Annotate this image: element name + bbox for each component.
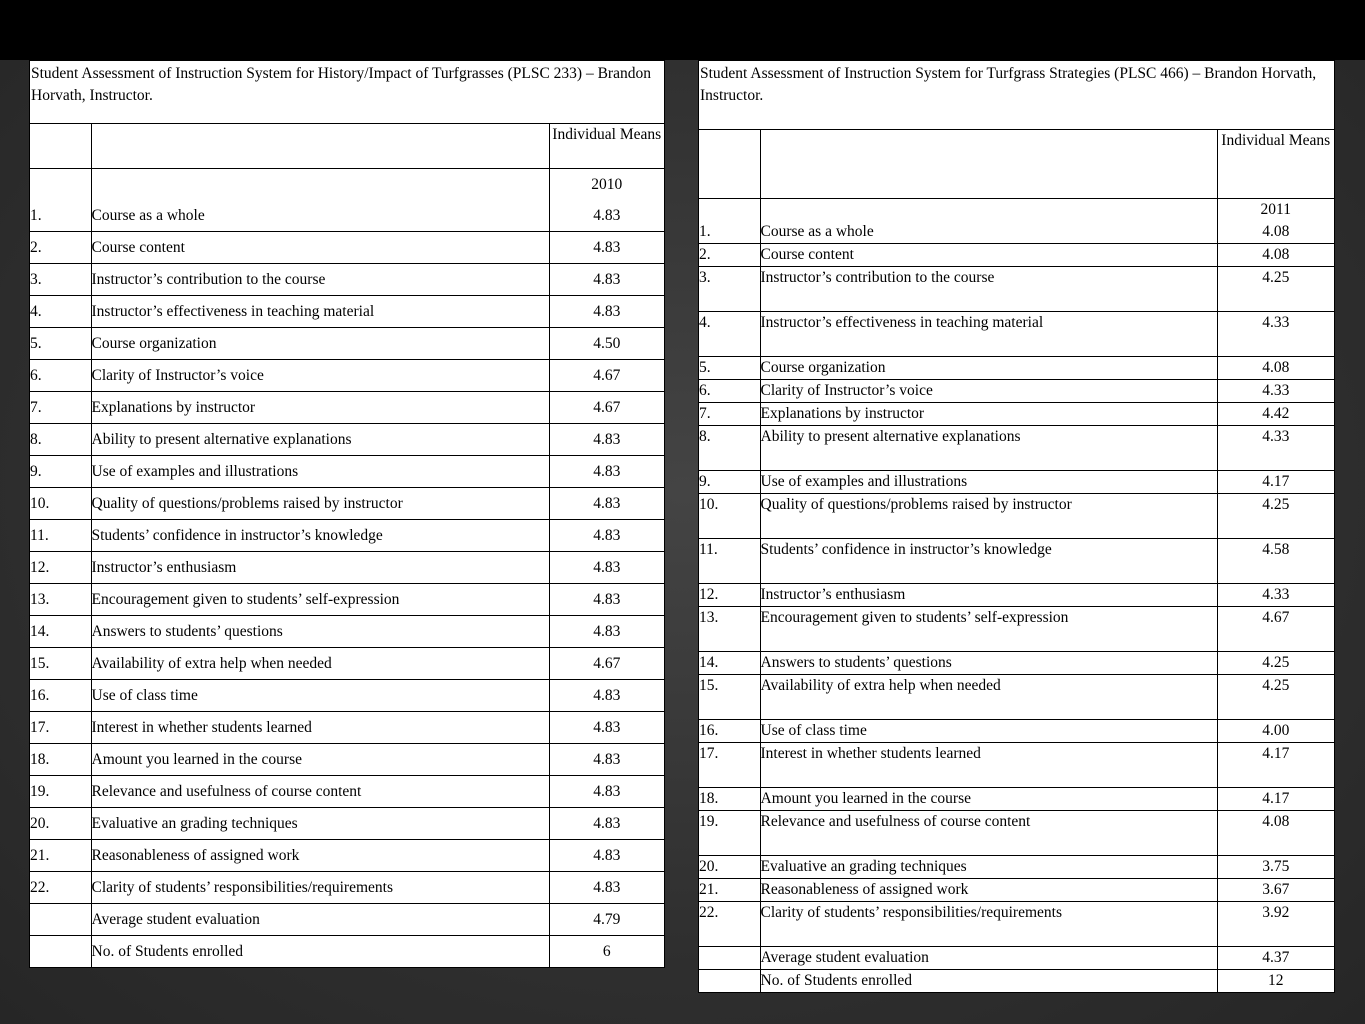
row-number: 7. bbox=[699, 403, 760, 426]
row-label: No. of Students enrolled bbox=[91, 936, 549, 968]
row-label: Students’ confidence in instructor’s knowledge bbox=[760, 539, 1217, 584]
row-number: 18. bbox=[699, 788, 760, 811]
row-label: Evaluative an grading techniques bbox=[91, 808, 549, 840]
row-number: 12. bbox=[699, 584, 760, 607]
row-label: Explanations by instructor bbox=[91, 392, 549, 424]
row-value: 4.25 bbox=[1217, 494, 1334, 539]
table-row bbox=[30, 488, 664, 520]
row-label: Relevance and usefulness of course content bbox=[91, 776, 549, 808]
row-number: 2. bbox=[699, 244, 760, 267]
row-number: 16. bbox=[30, 680, 91, 712]
assessment-table-plsc-233 bbox=[29, 60, 665, 968]
row-value: 4.08 bbox=[1217, 811, 1334, 856]
row-label: Use of class time bbox=[91, 680, 549, 712]
row-number: 9. bbox=[30, 456, 91, 488]
row-number: 4. bbox=[30, 296, 91, 328]
row-label: Interest in whether students learned bbox=[91, 712, 549, 744]
row-number: 14. bbox=[30, 616, 91, 648]
row-label: Instructor’s contribution to the course bbox=[760, 267, 1217, 312]
row-label: Instructor’s effectiveness in teaching material bbox=[91, 296, 549, 328]
column-header-individual-means: Individual Means bbox=[549, 124, 664, 169]
row-number: 14. bbox=[699, 652, 760, 675]
row-value: 4.83 bbox=[549, 552, 664, 584]
empty-cell bbox=[699, 199, 760, 222]
table-row bbox=[30, 936, 664, 968]
table-row bbox=[699, 947, 1334, 970]
row-value: 4.33 bbox=[1217, 312, 1334, 357]
table-row bbox=[699, 426, 1334, 471]
row-number: 21. bbox=[699, 879, 760, 902]
table-row bbox=[30, 200, 664, 232]
row-value: 4.83 bbox=[549, 424, 664, 456]
row-value: 4.83 bbox=[549, 584, 664, 616]
row-value: 4.83 bbox=[549, 296, 664, 328]
row-label: Clarity of students’ responsibilities/requirements bbox=[760, 902, 1217, 947]
table-row bbox=[699, 312, 1334, 357]
table-row bbox=[699, 856, 1334, 879]
row-number: 4. bbox=[699, 312, 760, 357]
row-label: Encouragement given to students’ self-expression bbox=[760, 607, 1217, 652]
row-value: 4.83 bbox=[549, 744, 664, 776]
table-row bbox=[699, 607, 1334, 652]
row-number: 7. bbox=[30, 392, 91, 424]
row-value: 4.83 bbox=[549, 232, 664, 264]
row-label: Course as a whole bbox=[760, 221, 1217, 244]
row-number: 3. bbox=[30, 264, 91, 296]
row-label: Reasonableness of assigned work bbox=[760, 879, 1217, 902]
row-value: 4.83 bbox=[549, 200, 664, 232]
empty-cell bbox=[760, 130, 1217, 199]
table-row bbox=[699, 902, 1334, 947]
row-number bbox=[30, 904, 91, 936]
assessment-table-plsc-466 bbox=[698, 60, 1335, 993]
table-row bbox=[699, 403, 1334, 426]
year-row bbox=[30, 169, 664, 201]
row-label: Ability to present alternative explanations bbox=[760, 426, 1217, 471]
ratings-table bbox=[699, 130, 1334, 992]
row-label: Course organization bbox=[91, 328, 549, 360]
row-number: 8. bbox=[30, 424, 91, 456]
table-row bbox=[30, 424, 664, 456]
row-value: 3.67 bbox=[1217, 879, 1334, 902]
row-number: 13. bbox=[699, 607, 760, 652]
table-row bbox=[699, 675, 1334, 720]
table-row bbox=[30, 296, 664, 328]
row-label: Ability to present alternative explanations bbox=[91, 424, 549, 456]
empty-cell bbox=[760, 199, 1217, 222]
row-value: 4.08 bbox=[1217, 244, 1334, 267]
row-value: 4.17 bbox=[1217, 471, 1334, 494]
empty-cell bbox=[91, 124, 549, 169]
table-title: Student Assessment of Instruction System for Turfgrass Strategies (PLSC 466) – Brandon Horvath, Instructor. bbox=[699, 61, 1334, 130]
table-row bbox=[30, 744, 664, 776]
ratings-table bbox=[30, 124, 664, 967]
table-row bbox=[699, 244, 1334, 267]
row-number: 17. bbox=[30, 712, 91, 744]
table-row bbox=[699, 539, 1334, 584]
row-value: 4.83 bbox=[549, 264, 664, 296]
table-row bbox=[30, 680, 664, 712]
empty-cell bbox=[91, 169, 549, 201]
row-value: 4.83 bbox=[549, 840, 664, 872]
row-label: Explanations by instructor bbox=[760, 403, 1217, 426]
table-row bbox=[699, 221, 1334, 244]
row-value: 4.33 bbox=[1217, 426, 1334, 471]
row-number: 8. bbox=[699, 426, 760, 471]
row-value: 6 bbox=[549, 936, 664, 968]
row-value: 3.92 bbox=[1217, 902, 1334, 947]
table-row bbox=[30, 872, 664, 904]
row-value: 4.67 bbox=[1217, 607, 1334, 652]
table-row bbox=[30, 520, 664, 552]
row-label: Quality of questions/problems raised by instructor bbox=[91, 488, 549, 520]
table-row bbox=[699, 879, 1334, 902]
table-row bbox=[699, 584, 1334, 607]
table-row bbox=[699, 494, 1334, 539]
row-number bbox=[30, 936, 91, 968]
row-label: Average student evaluation bbox=[91, 904, 549, 936]
table-row bbox=[30, 456, 664, 488]
row-number: 17. bbox=[699, 743, 760, 788]
row-value: 4.58 bbox=[1217, 539, 1334, 584]
row-label: Clarity of students’ responsibilities/requirements bbox=[91, 872, 549, 904]
table-header-row bbox=[699, 130, 1334, 199]
row-label: Instructor’s effectiveness in teaching material bbox=[760, 312, 1217, 357]
table-row bbox=[699, 471, 1334, 494]
table-row bbox=[30, 776, 664, 808]
row-value: 4.25 bbox=[1217, 652, 1334, 675]
empty-cell bbox=[30, 169, 91, 201]
row-label: Clarity of Instructor’s voice bbox=[760, 380, 1217, 403]
row-value: 4.83 bbox=[549, 520, 664, 552]
row-number: 6. bbox=[699, 380, 760, 403]
row-number: 5. bbox=[30, 328, 91, 360]
row-label: Average student evaluation bbox=[760, 947, 1217, 970]
table-row bbox=[30, 264, 664, 296]
row-value: 4.08 bbox=[1217, 221, 1334, 244]
table-row bbox=[30, 712, 664, 744]
row-value: 12 bbox=[1217, 970, 1334, 993]
table-row bbox=[699, 652, 1334, 675]
row-number bbox=[699, 947, 760, 970]
table-row bbox=[30, 360, 664, 392]
row-label: Availability of extra help when needed bbox=[760, 675, 1217, 720]
row-label: Amount you learned in the course bbox=[760, 788, 1217, 811]
row-label: Interest in whether students learned bbox=[760, 743, 1217, 788]
row-number: 9. bbox=[699, 471, 760, 494]
row-label: Reasonableness of assigned work bbox=[91, 840, 549, 872]
row-number: 5. bbox=[699, 357, 760, 380]
table-row bbox=[699, 380, 1334, 403]
table-row bbox=[30, 648, 664, 680]
table-row bbox=[699, 357, 1334, 380]
table-row bbox=[699, 743, 1334, 788]
row-value: 4.83 bbox=[549, 872, 664, 904]
table-row bbox=[30, 328, 664, 360]
row-value: 4.00 bbox=[1217, 720, 1334, 743]
table-row bbox=[30, 616, 664, 648]
row-label: Use of examples and illustrations bbox=[91, 456, 549, 488]
year-row bbox=[699, 199, 1334, 222]
top-black-band bbox=[0, 0, 1365, 60]
row-value: 4.42 bbox=[1217, 403, 1334, 426]
row-value: 4.17 bbox=[1217, 788, 1334, 811]
year-label: 2010 bbox=[549, 169, 664, 201]
row-value: 4.67 bbox=[549, 360, 664, 392]
row-label: Use of class time bbox=[760, 720, 1217, 743]
row-label: Encouragement given to students’ self-expression bbox=[91, 584, 549, 616]
row-value: 4.37 bbox=[1217, 947, 1334, 970]
table-row bbox=[699, 970, 1334, 993]
year-label: 2011 bbox=[1217, 199, 1334, 222]
row-number: 21. bbox=[30, 840, 91, 872]
row-label: Use of examples and illustrations bbox=[760, 471, 1217, 494]
table-row bbox=[699, 720, 1334, 743]
row-number: 12. bbox=[30, 552, 91, 584]
row-value: 4.67 bbox=[549, 648, 664, 680]
empty-cell bbox=[30, 124, 91, 169]
table-row bbox=[30, 808, 664, 840]
row-value: 4.79 bbox=[549, 904, 664, 936]
row-label: Course organization bbox=[760, 357, 1217, 380]
row-number: 20. bbox=[699, 856, 760, 879]
row-label: Course as a whole bbox=[91, 200, 549, 232]
row-label: Course content bbox=[91, 232, 549, 264]
row-value: 4.83 bbox=[549, 456, 664, 488]
row-number: 19. bbox=[699, 811, 760, 856]
row-number: 22. bbox=[699, 902, 760, 947]
row-label: No. of Students enrolled bbox=[760, 970, 1217, 993]
row-label: Availability of extra help when needed bbox=[91, 648, 549, 680]
row-number: 15. bbox=[30, 648, 91, 680]
column-header-individual-means: Individual Means bbox=[1217, 130, 1334, 199]
table-row bbox=[30, 552, 664, 584]
table-row bbox=[30, 584, 664, 616]
row-number: 10. bbox=[699, 494, 760, 539]
table-header-row bbox=[30, 124, 664, 169]
row-number: 15. bbox=[699, 675, 760, 720]
table-title: Student Assessment of Instruction System for History/Impact of Turfgrasses (PLSC 233) – Brandon Horvath, Instructor. bbox=[30, 61, 664, 124]
row-number: 1. bbox=[30, 200, 91, 232]
row-number: 11. bbox=[30, 520, 91, 552]
row-value: 4.25 bbox=[1217, 675, 1334, 720]
table-row bbox=[699, 788, 1334, 811]
row-number: 16. bbox=[699, 720, 760, 743]
row-number: 2. bbox=[30, 232, 91, 264]
row-value: 4.67 bbox=[549, 392, 664, 424]
row-label: Instructor’s enthusiasm bbox=[91, 552, 549, 584]
row-number: 20. bbox=[30, 808, 91, 840]
table-row bbox=[30, 840, 664, 872]
row-value: 4.17 bbox=[1217, 743, 1334, 788]
row-label: Students’ confidence in instructor’s knowledge bbox=[91, 520, 549, 552]
row-number: 18. bbox=[30, 744, 91, 776]
row-label: Amount you learned in the course bbox=[91, 744, 549, 776]
row-value: 4.33 bbox=[1217, 380, 1334, 403]
table-row bbox=[30, 392, 664, 424]
table-row bbox=[30, 232, 664, 264]
row-value: 4.83 bbox=[549, 488, 664, 520]
row-number: 13. bbox=[30, 584, 91, 616]
row-number: 10. bbox=[30, 488, 91, 520]
row-number: 11. bbox=[699, 539, 760, 584]
row-value: 4.08 bbox=[1217, 357, 1334, 380]
row-label: Course content bbox=[760, 244, 1217, 267]
row-number: 3. bbox=[699, 267, 760, 312]
row-label: Instructor’s enthusiasm bbox=[760, 584, 1217, 607]
row-label: Clarity of Instructor’s voice bbox=[91, 360, 549, 392]
row-value: 4.50 bbox=[549, 328, 664, 360]
empty-cell bbox=[699, 130, 760, 199]
row-label: Evaluative an grading techniques bbox=[760, 856, 1217, 879]
row-label: Relevance and usefulness of course content bbox=[760, 811, 1217, 856]
row-number: 22. bbox=[30, 872, 91, 904]
table-row bbox=[699, 267, 1334, 312]
row-value: 4.83 bbox=[549, 616, 664, 648]
row-value: 3.75 bbox=[1217, 856, 1334, 879]
row-number: 6. bbox=[30, 360, 91, 392]
row-number bbox=[699, 970, 760, 993]
row-value: 4.83 bbox=[549, 680, 664, 712]
row-label: Quality of questions/problems raised by instructor bbox=[760, 494, 1217, 539]
row-number: 19. bbox=[30, 776, 91, 808]
row-value: 4.33 bbox=[1217, 584, 1334, 607]
row-value: 4.83 bbox=[549, 808, 664, 840]
row-value: 4.83 bbox=[549, 776, 664, 808]
row-label: Answers to students’ questions bbox=[91, 616, 549, 648]
table-row bbox=[699, 811, 1334, 856]
row-label: Instructor’s contribution to the course bbox=[91, 264, 549, 296]
row-value: 4.25 bbox=[1217, 267, 1334, 312]
row-label: Answers to students’ questions bbox=[760, 652, 1217, 675]
table-row bbox=[30, 904, 664, 936]
row-value: 4.83 bbox=[549, 712, 664, 744]
row-number: 1. bbox=[699, 221, 760, 244]
